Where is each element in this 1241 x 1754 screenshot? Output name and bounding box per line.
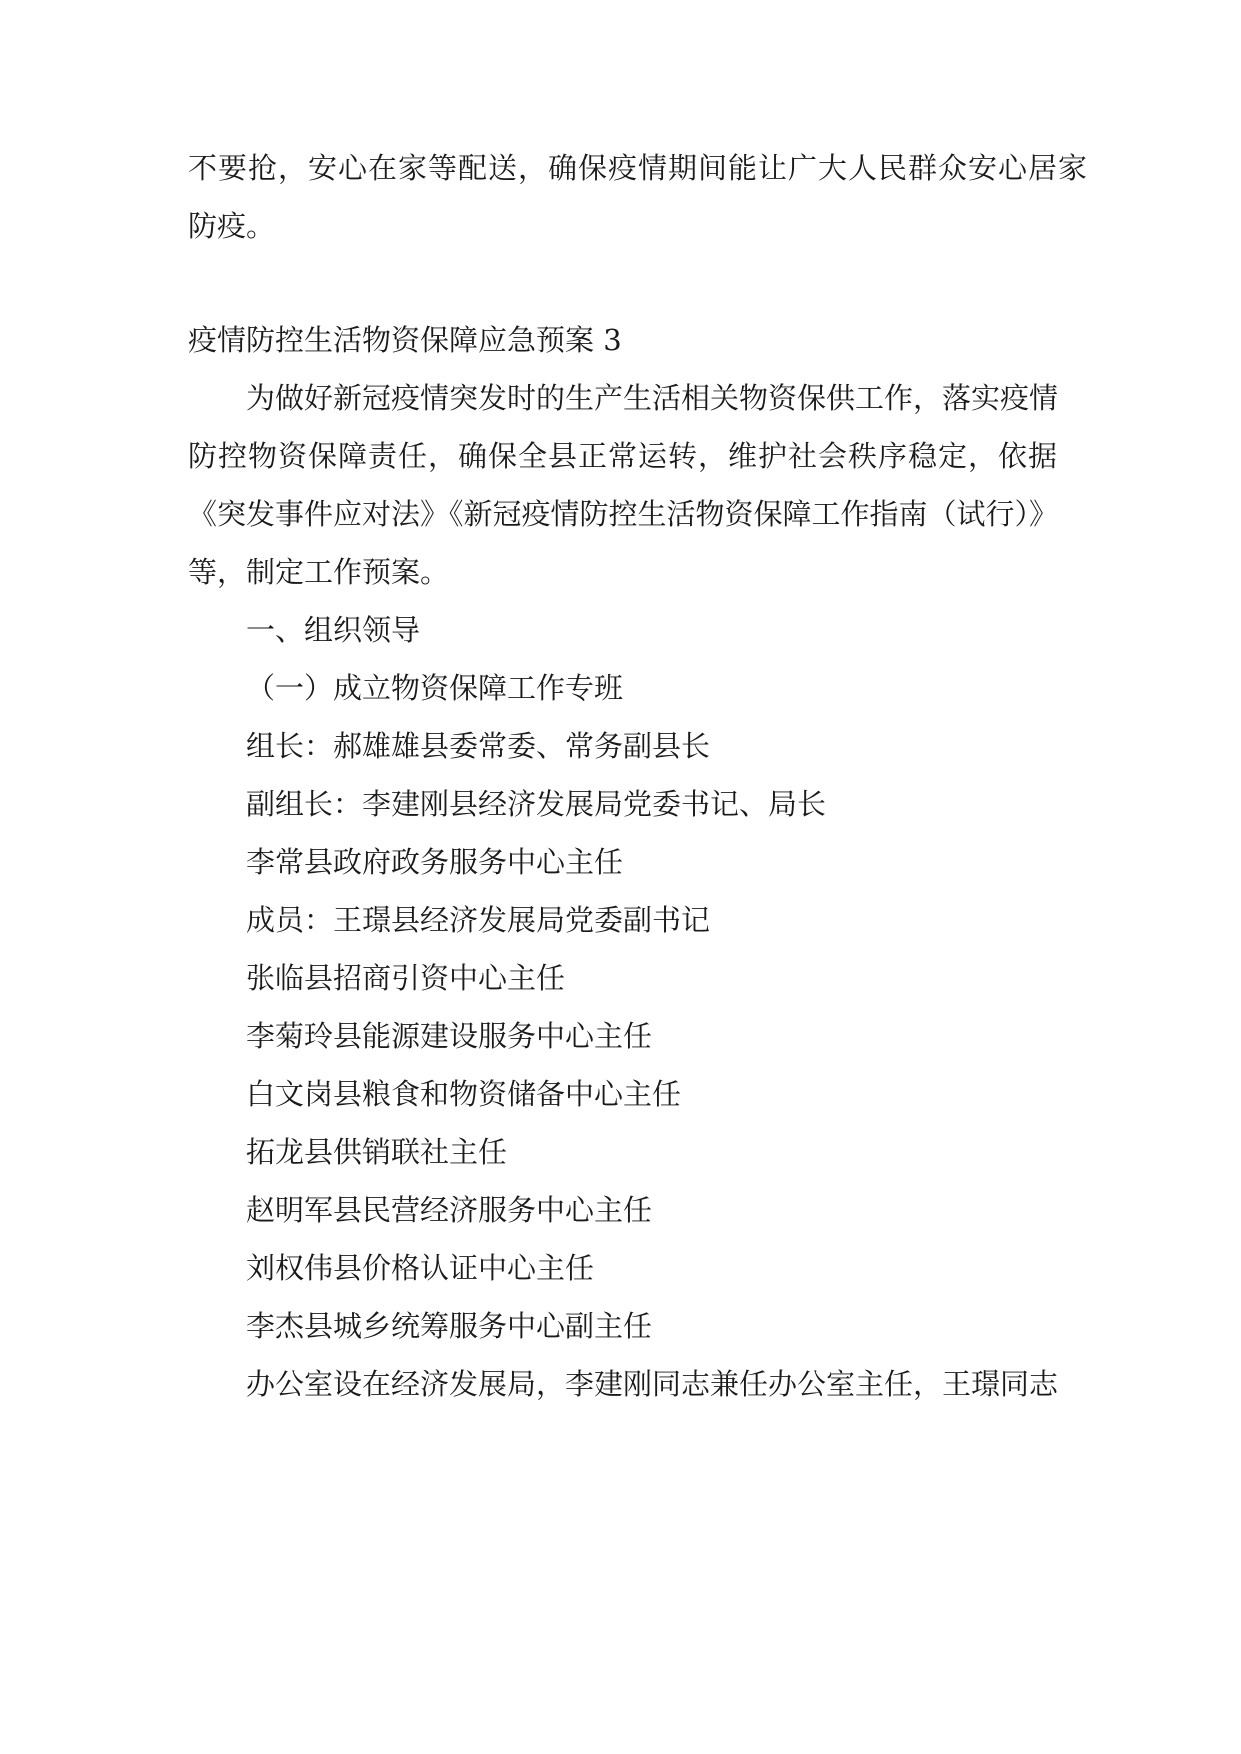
member-line: 白文岗县粮食和物资储备中心主任: [246, 1077, 682, 1111]
heading-organization: 一、组织领导: [246, 613, 421, 647]
intro-line-1: 为做好新冠疫情突发时的生产生活相关物资保供工作，落实疫情: [246, 381, 1059, 415]
intro-line-3: 《突发事件应对法》《新冠疫情防控生活物资保障工作指南（试行）》: [188, 497, 1059, 531]
heading-work-team: （一）成立物资保障工作专班: [246, 671, 624, 705]
member-line: 李常县政府政务服务中心主任: [246, 845, 624, 879]
member-line: 李菊玲县能源建设服务中心主任: [246, 1019, 653, 1053]
carryover-line-2: 防疫。: [188, 209, 276, 243]
intro-line-4: 等，制定工作预案。: [188, 555, 450, 589]
member-line: 赵明军县民营经济服务中心主任: [246, 1193, 653, 1227]
section-title: 疫情防控生活物资保障应急预案 3: [188, 323, 622, 357]
member-line: 李杰县城乡统筹服务中心副主任: [246, 1309, 653, 1343]
office-line: 办公室设在经济发展局，李建刚同志兼任办公室主任，王璟同志: [246, 1367, 1059, 1401]
member-line: 张临县招商引资中心主任: [246, 961, 566, 995]
member-line: 组长：郝雄雄县委常委、常务副县长: [246, 729, 711, 763]
carryover-line-1: 不要抢，安心在家等配送，确保疫情期间能让广大人民群众安心居家: [188, 151, 1089, 185]
member-line: 成员：王璟县经济发展局党委副书记: [246, 903, 711, 937]
member-line: 拓龙县供销联社主任: [246, 1135, 508, 1169]
intro-line-2: 防控物资保障责任，确保全县正常运转，维护社会秩序稳定，依据: [188, 439, 1059, 473]
member-line: 刘权伟县价格认证中心主任: [246, 1251, 595, 1285]
member-line: 副组长：李建刚县经济发展局党委书记、局长: [246, 787, 827, 821]
